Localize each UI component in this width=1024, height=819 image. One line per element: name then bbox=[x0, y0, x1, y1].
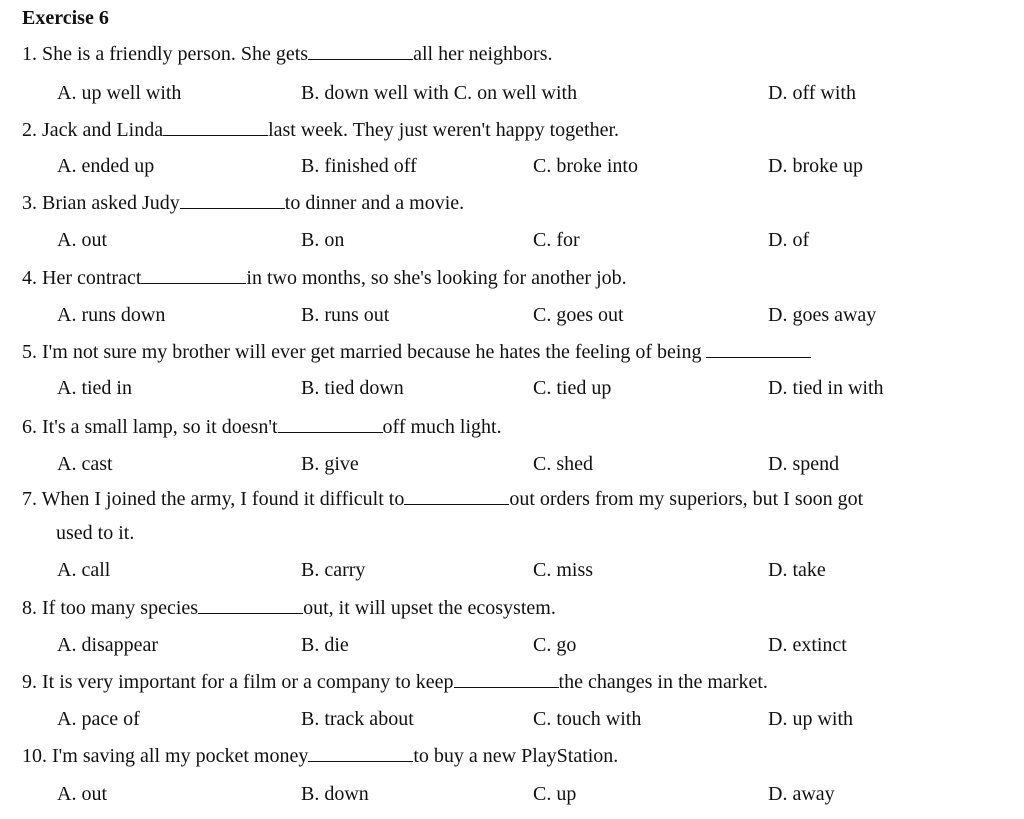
option-c: C. miss bbox=[533, 559, 594, 581]
question-6: 6. It's a small lamp, so it doesn't off much light. bbox=[22, 416, 502, 438]
answer-blank bbox=[454, 671, 559, 688]
option-b: B. give bbox=[301, 453, 359, 475]
question-9: 9. It is very important for a film or a company to keep the changes in the market. bbox=[22, 671, 768, 693]
question-7-continuation: used to it. bbox=[56, 522, 135, 544]
option-d: D. up with bbox=[768, 708, 853, 730]
option-b: B. tied down bbox=[301, 377, 404, 399]
option-c: C. goes out bbox=[533, 304, 624, 326]
answer-blank bbox=[278, 416, 383, 433]
option-c: C. up bbox=[533, 783, 577, 805]
question-4: 4. Her contract in two months, so she's looking for another job. bbox=[22, 267, 627, 289]
question-2: 2. Jack and Linda last week. They just weren't happy together. bbox=[22, 119, 619, 141]
option-a: A. up well with bbox=[57, 82, 182, 104]
option-d: D. goes away bbox=[768, 304, 877, 326]
option-a: A. cast bbox=[57, 453, 113, 475]
option-d: D. take bbox=[768, 559, 826, 581]
option-d: D. away bbox=[768, 783, 835, 805]
option-b: B. finished off bbox=[301, 155, 417, 177]
option-d: D. off with bbox=[768, 82, 856, 104]
question-1: 1. She is a friendly person. She gets all her neighbors. bbox=[22, 43, 553, 65]
option-c: C. broke into bbox=[533, 155, 638, 177]
option-a: A. ended up bbox=[57, 155, 155, 177]
answer-blank bbox=[706, 341, 811, 358]
answer-blank bbox=[141, 267, 246, 284]
option-b: B. on bbox=[301, 229, 345, 251]
option-a: A. pace of bbox=[57, 708, 140, 730]
option-d: D. tied in with bbox=[768, 377, 884, 399]
option-a: A. tied in bbox=[57, 377, 132, 399]
option-c: C. tied up bbox=[533, 377, 612, 399]
option-a: A. disappear bbox=[57, 634, 159, 656]
option-a: A. out bbox=[57, 229, 107, 251]
answer-blank bbox=[308, 43, 413, 60]
option-c: C. for bbox=[533, 229, 580, 251]
option-b: B. runs out bbox=[301, 304, 390, 326]
question-8: 8. If too many species out, it will upset the ecosystem. bbox=[22, 597, 556, 619]
option-c: C. touch with bbox=[533, 708, 642, 730]
option-d: D. spend bbox=[768, 453, 840, 475]
option-b: B. die bbox=[301, 634, 349, 656]
option-b: B. down bbox=[301, 783, 369, 805]
option-a: A. out bbox=[57, 783, 107, 805]
answer-blank bbox=[198, 597, 303, 614]
answer-blank bbox=[180, 192, 285, 209]
answer-blank bbox=[308, 745, 413, 762]
option-b: B. down well with C. on well with bbox=[301, 82, 578, 104]
answer-blank bbox=[404, 488, 509, 505]
option-b: B. carry bbox=[301, 559, 366, 581]
exercise-title: Exercise 6 bbox=[22, 7, 109, 29]
question-7: 7. When I joined the army, I found it difficult to out orders from my superiors, but I soon got bbox=[22, 488, 864, 510]
option-c: C. go bbox=[533, 634, 577, 656]
option-c: C. shed bbox=[533, 453, 593, 475]
option-d: D. of bbox=[768, 229, 810, 251]
question-5: 5. I'm not sure my brother will ever get married because he hates the feeling of being bbox=[22, 339, 811, 365]
option-d: D. extinct bbox=[768, 634, 847, 656]
option-b: B. track about bbox=[301, 708, 414, 730]
question-3: 3. Brian asked Judy to dinner and a movie. bbox=[22, 192, 465, 214]
option-a: A. call bbox=[57, 559, 111, 581]
option-a: A. runs down bbox=[57, 304, 166, 326]
option-d: D. broke up bbox=[768, 155, 863, 177]
answer-blank bbox=[163, 119, 268, 136]
question-10: 10. I'm saving all my pocket money to buy a new PlayStation. bbox=[22, 745, 619, 767]
